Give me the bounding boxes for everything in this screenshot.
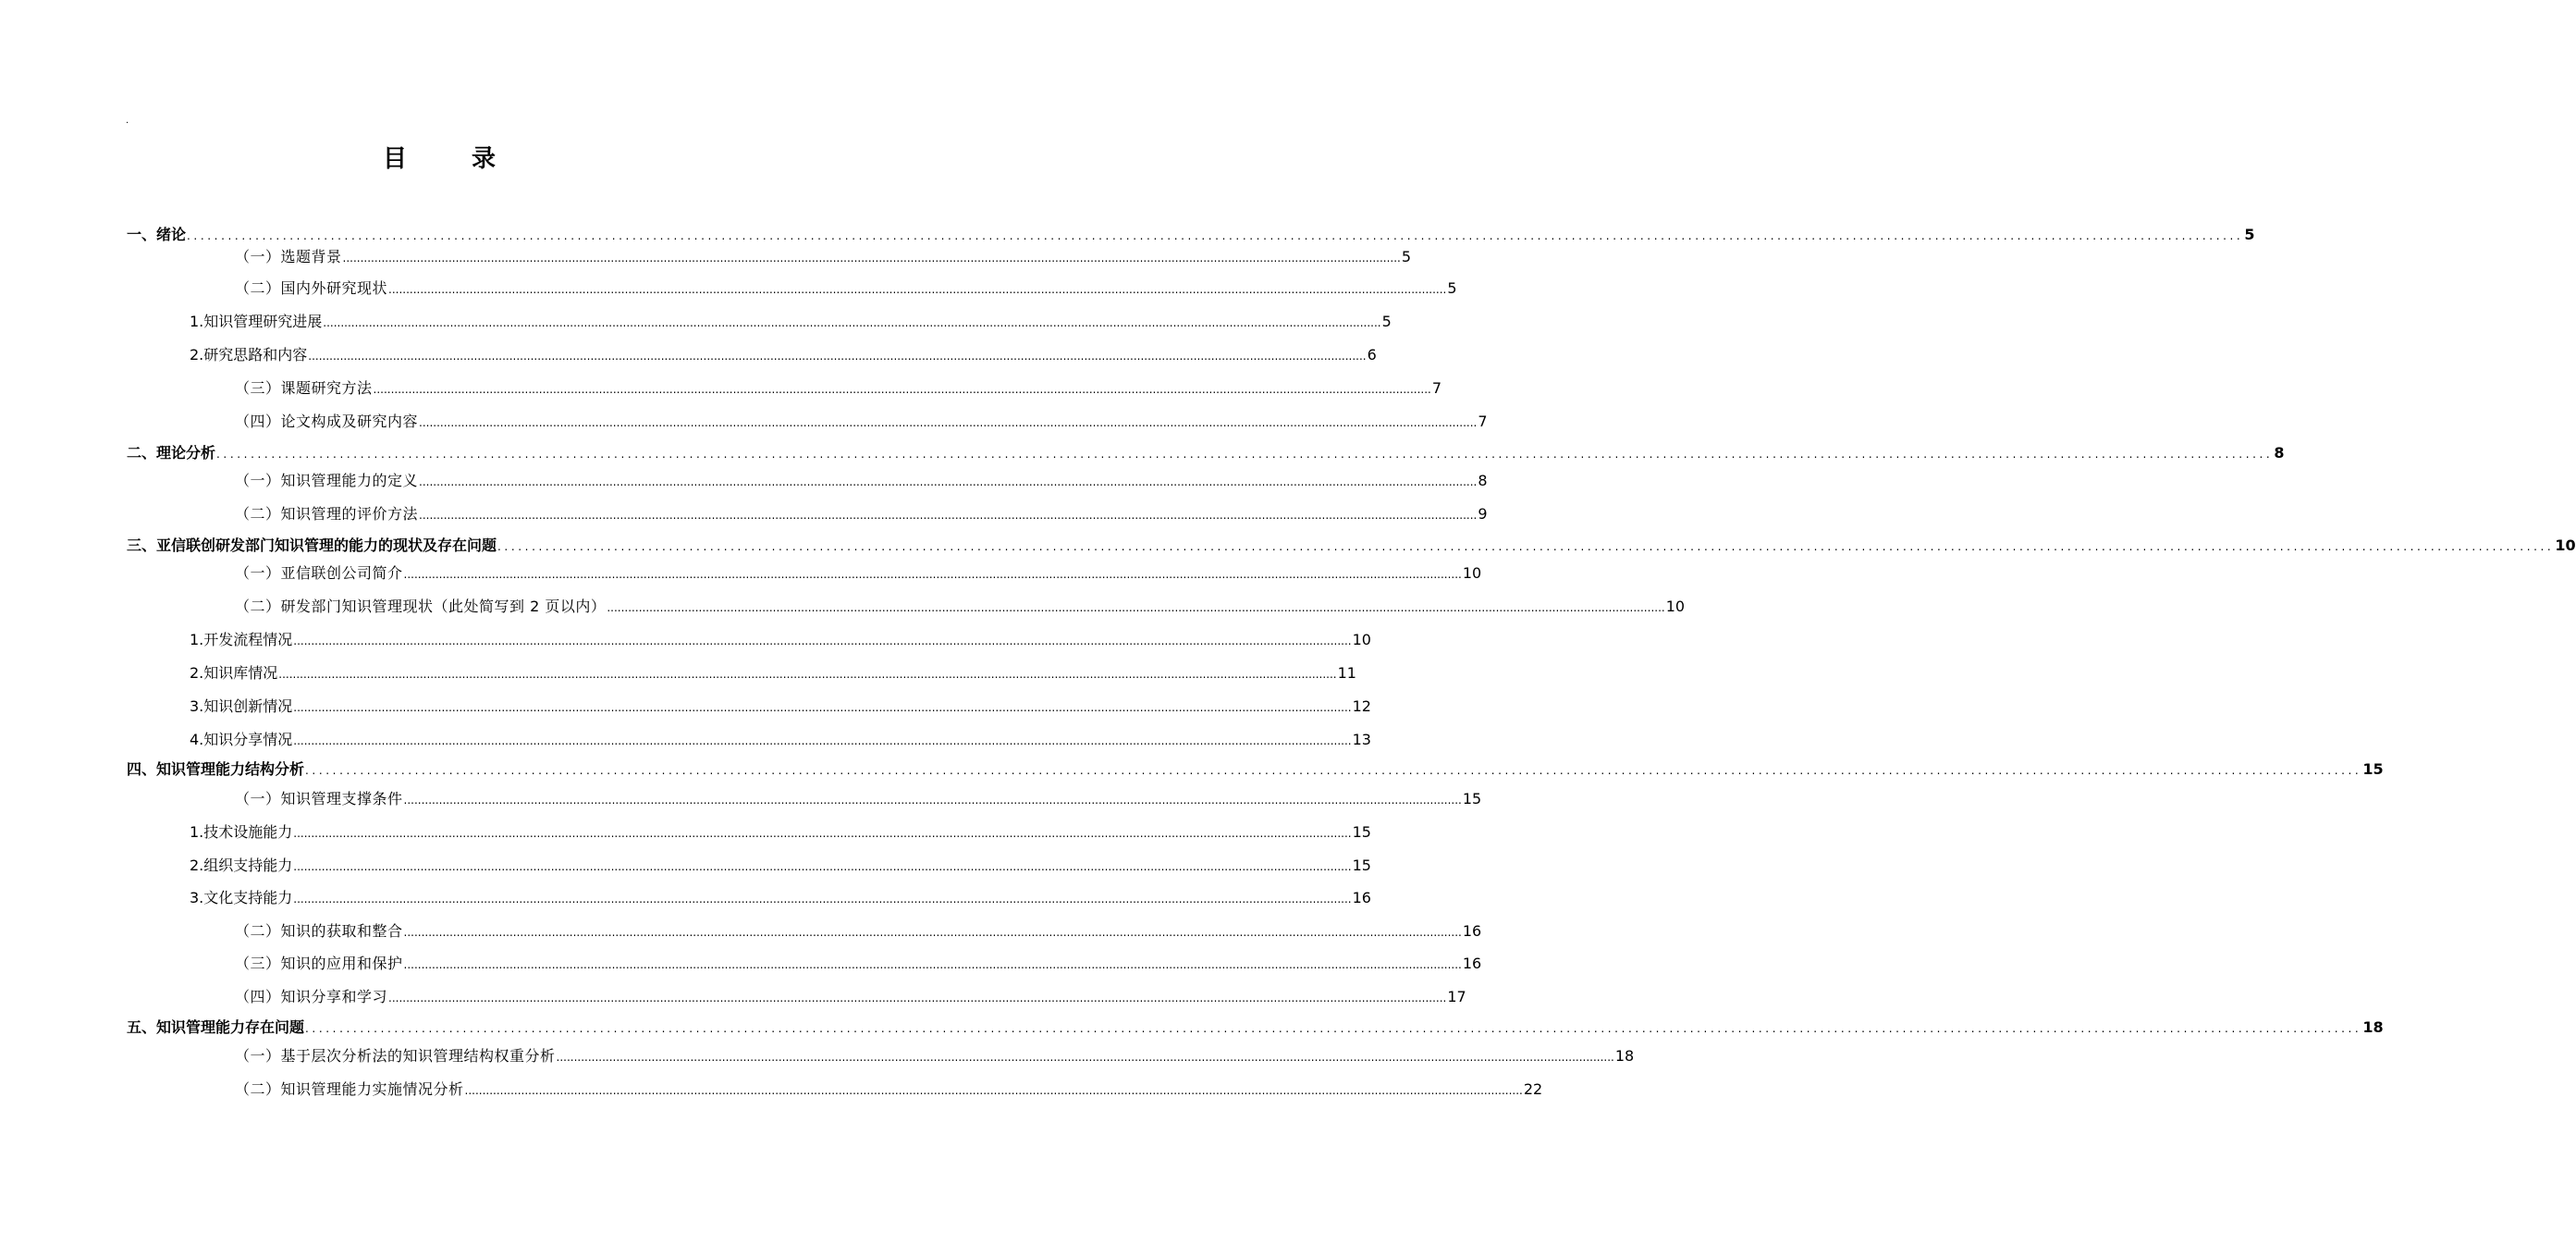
toc-entry-title: （二）知识管理能力实施情况分析 (235, 1080, 464, 1098)
toc-entry-page: 5 (1381, 313, 1392, 330)
toc-entry-page: 13 (1352, 731, 1371, 748)
toc-entry-title: （一）知识管理能力的定义 (235, 472, 419, 489)
toc-entry-page: 7 (1478, 413, 1488, 430)
toc-entry-page: 15 (1352, 857, 1371, 874)
toc-dot-leader: ............................................................................................................................................................................................................................................................................................................ (323, 316, 1381, 329)
toc-entry[interactable] (235, 1077, 1543, 1099)
toc-dot-leader: ............................................................................................................................................................................................................................................................................................................ (373, 383, 1431, 396)
toc-entry-page: 9 (1478, 505, 1488, 523)
toc-entry[interactable] (190, 627, 1371, 649)
toc-entry-title: 4.知识分享情况 (190, 731, 293, 748)
toc-dot-leader: ............................................................................................................................................................................................................................................................................................................ (293, 734, 1352, 747)
toc-entry[interactable] (235, 561, 1482, 583)
toc-entry-page: 5 (1447, 279, 1457, 297)
toc-dot-leader: ............................................................................................................................................................................................................................................................................................................ (305, 1022, 2362, 1035)
toc-entry[interactable] (190, 342, 1377, 364)
toc-entry[interactable] (190, 885, 1371, 907)
toc-entry[interactable] (235, 276, 1457, 298)
toc-entry-title: （三）课题研究方法 (235, 379, 373, 397)
toc-entry-page: 15 (1352, 823, 1371, 841)
toc-entry[interactable] (190, 853, 1371, 875)
toc-entry[interactable] (190, 660, 1356, 683)
toc-entry[interactable] (127, 757, 2384, 779)
toc-entry-title: 五、知识管理能力存在问题 (127, 1018, 305, 1036)
toc-entry[interactable] (127, 1015, 2384, 1037)
toc-dot-leader: ............................................................................................................................................................................................................................................................................................................ (403, 926, 1462, 939)
toc-entry[interactable] (127, 440, 2285, 462)
toc-entry[interactable] (235, 786, 1482, 808)
toc-entry-title: 2.研究思路和内容 (190, 346, 308, 364)
toc-entry[interactable] (190, 694, 1371, 716)
toc-entry-page: 18 (2362, 1018, 2384, 1036)
toc-entry[interactable] (190, 309, 1392, 331)
toc-dot-leader: ............................................................................................................................................................................................................................................................................................................ (293, 893, 1352, 906)
toc-dot-leader: ............................................................................................................................................................................................................................................................................................................ (187, 229, 2244, 242)
toc-entry-title: （一）选题背景 (235, 248, 342, 265)
toc-dot-leader: ............................................................................................................................................................................................................................................................................................................ (556, 1051, 1614, 1064)
toc-entry-page: 10 (1665, 598, 1686, 615)
toc-entry-title: （二）国内外研究现状 (235, 279, 388, 297)
toc-entry-page: 7 (1431, 379, 1442, 397)
toc-entry[interactable] (235, 376, 1442, 398)
toc-entry[interactable] (235, 1043, 1635, 1066)
toc-entry-title: 3.知识创新情况 (190, 697, 293, 715)
toc-entry-page: 16 (1352, 889, 1371, 906)
toc-dot-leader: ............................................................................................................................................................................................................................................................................................................ (388, 992, 1447, 1005)
toc-entry-title: （二）知识的获取和整合 (235, 922, 403, 940)
toc-entry[interactable] (190, 820, 1371, 842)
toc-dot-leader: ............................................................................................................................................................................................................................................................................................................ (293, 635, 1352, 647)
toc-entry-title: （二）知识管理的评价方法 (235, 505, 419, 523)
toc-entry-page: 17 (1447, 988, 1466, 1005)
toc-entry-page: 10 (2555, 536, 2576, 554)
toc-dot-leader: ............................................................................................................................................................................................................................................................................................................ (293, 701, 1352, 714)
toc-entry-title: （一）亚信联创公司简介 (235, 564, 403, 582)
toc-dot-leader: ............................................................................................................................................................................................................................................................................................................ (216, 448, 2274, 461)
toc-entry-title: 一、绪论 (127, 226, 187, 243)
toc-entry[interactable] (235, 918, 1482, 941)
toc-entry-page: 22 (1523, 1080, 1543, 1098)
toc-entry[interactable] (235, 984, 1466, 1006)
toc-entry-page: 12 (1352, 697, 1371, 715)
toc-entry-title: （四）知识分享和学习 (235, 988, 388, 1005)
toc-entry-title: （二）研发部门知识管理现状（此处简写到 2 页以内） (235, 598, 607, 615)
toc-entry[interactable] (235, 594, 1686, 616)
toc-entry-title: 1.知识管理研究进展 (190, 313, 323, 330)
toc-entry-title: （一）知识管理支撑条件 (235, 790, 403, 807)
toc-entry-page: 16 (1462, 922, 1482, 940)
toc-entry-page: 8 (2274, 444, 2285, 462)
toc-entry[interactable] (127, 222, 2255, 244)
toc-entry-page: 11 (1337, 664, 1356, 682)
toc-entry-title: 1.技术设施能力 (190, 823, 293, 841)
toc-entry[interactable] (127, 533, 2576, 555)
toc-entry-title: 1.开发流程情况 (190, 631, 293, 648)
toc-entry[interactable] (235, 501, 1488, 524)
toc-entry-title: 二、理论分析 (127, 444, 216, 462)
toc-dot-leader: ............................................................................................................................................................................................................................................................................................................ (293, 827, 1352, 840)
toc-entry-page: 5 (2244, 226, 2255, 243)
toc-entry-page: 18 (1614, 1047, 1635, 1065)
toc-entry-title: 2.组织支持能力 (190, 857, 293, 874)
toc-entry-page: 16 (1462, 955, 1482, 972)
toc-entry[interactable] (235, 244, 1412, 266)
toc-dot-leader: ............................................................................................................................................................................................................................................................................................................ (278, 668, 1337, 681)
toc-entry[interactable] (235, 409, 1488, 431)
toc-dot-leader: ............................................................................................................................................................................................................................................................................................................ (464, 1084, 1523, 1097)
toc-entry-page: 15 (2362, 760, 2384, 778)
toc-dot-leader: ............................................................................................................................................................................................................................................................................................................ (607, 601, 1665, 614)
toc-entry-title: （四）论文构成及研究内容 (235, 413, 419, 430)
toc-entry-title: 三、亚信联创研发部门知识管理的能力的现状及存在问题 (127, 536, 497, 554)
toc-entry-page: 6 (1367, 346, 1377, 364)
toc-dot-leader: ............................................................................................................................................................................................................................................................................................................ (403, 568, 1462, 581)
toc-entry-title: 2.知识库情况 (190, 664, 278, 682)
toc-dot-leader: ............................................................................................................................................................................................................................................................................................................ (293, 860, 1352, 873)
toc-entry[interactable] (235, 951, 1482, 973)
toc-dot-leader: ............................................................................................................................................................................................................................................................................................................ (342, 252, 1401, 265)
toc-dot-leader: ............................................................................................................................................................................................................................................................................................................ (419, 416, 1478, 429)
toc-entry-page: 5 (1401, 248, 1412, 265)
toc-entry-title: （三）知识的应用和保护 (235, 955, 403, 972)
toc-entry-page: 10 (1462, 564, 1482, 582)
toc-entry-title: 四、知识管理能力结构分析 (127, 760, 305, 778)
toc-dot-leader: ............................................................................................................................................................................................................................................................................................................ (388, 283, 1447, 296)
toc-dot-leader: ............................................................................................................................................................................................................................................................................................................ (497, 540, 2555, 553)
toc-dot-leader: ............................................................................................................................................................................................................................................................................................................ (419, 509, 1478, 522)
page-title: 目录 (382, 145, 560, 173)
toc-entry-title: （一）基于层次分析法的知识管理结构权重分析 (235, 1047, 556, 1065)
toc-entry-page: 10 (1352, 631, 1371, 648)
toc-dot-leader: ............................................................................................................................................................................................................................................................................................................ (419, 475, 1478, 488)
toc-entry-page: 15 (1462, 790, 1482, 807)
toc-dot-leader: ............................................................................................................................................................................................................................................................................................................ (305, 764, 2362, 777)
toc-entry[interactable] (190, 727, 1371, 749)
toc-dot-leader: ............................................................................................................................................................................................................................................................................................................ (403, 794, 1462, 807)
toc-entry-page: 8 (1478, 472, 1488, 489)
toc-entry-title: 3.文化支持能力 (190, 889, 293, 906)
toc-entry[interactable] (235, 468, 1488, 490)
toc-dot-leader: ............................................................................................................................................................................................................................................................................................................ (308, 350, 1367, 363)
toc-dot-leader: ............................................................................................................................................................................................................................................................................................................ (403, 958, 1462, 971)
header-mark: . (126, 116, 129, 126)
